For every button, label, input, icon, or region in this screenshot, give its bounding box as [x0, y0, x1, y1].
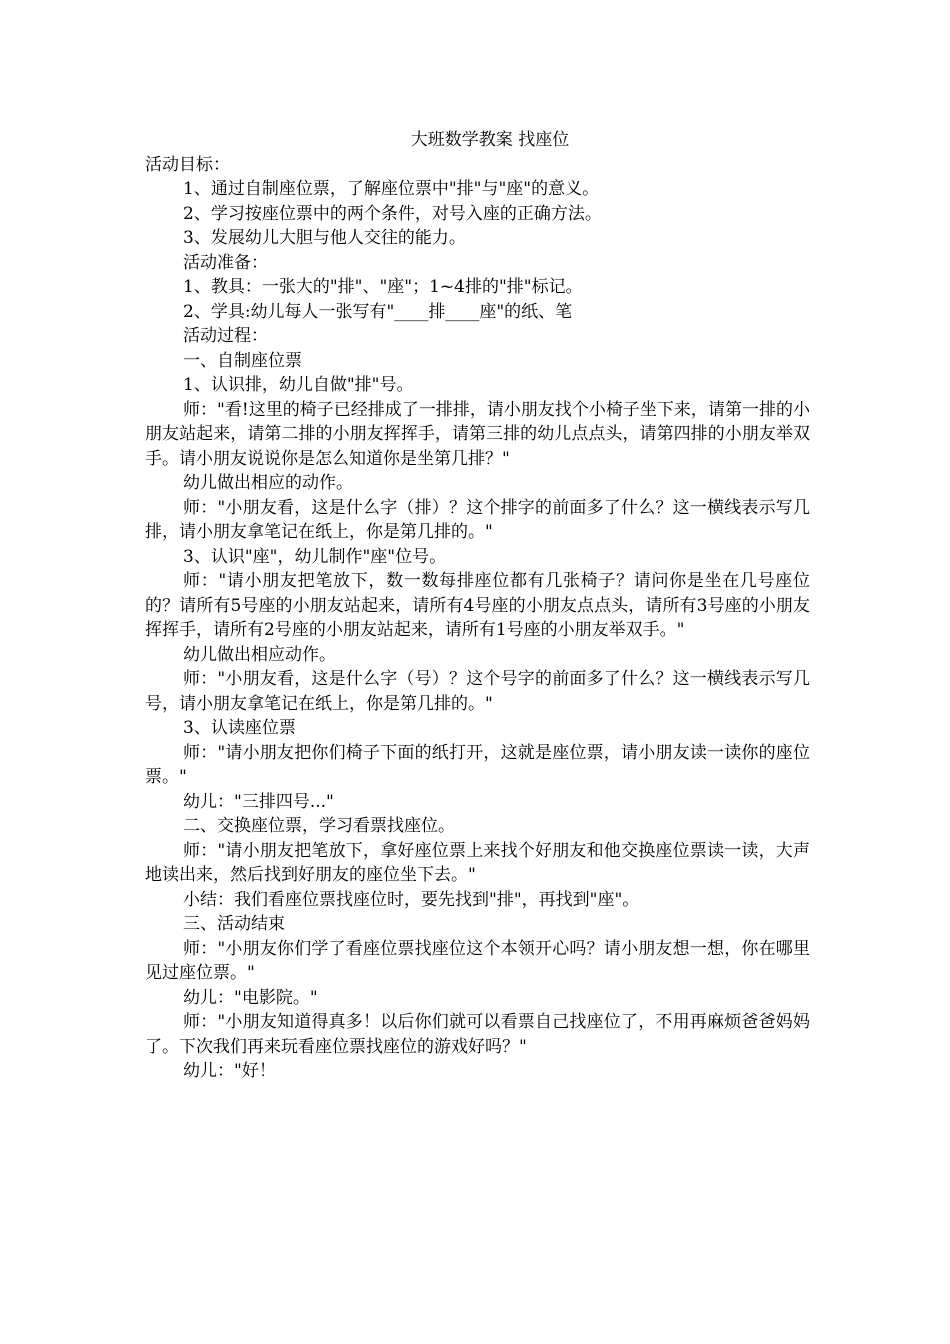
paragraph: 1、通过自制座位票，了解座位票中"排"与"座"的意义。: [183, 179, 600, 199]
paragraph: 小结：我们看座位票找座位时，要先找到"排"，再找到"座"。: [183, 889, 640, 910]
paragraph: 幼儿："三排四号...": [183, 791, 334, 812]
paragraph: 幼儿："好！: [183, 1061, 276, 1081]
paragraph: 1、教具：一张大的"排"、"座"；1~4排的"排"标记。: [183, 277, 583, 297]
paragraph: 师："请小朋友把笔放下，数一数每排座位都有几张椅子？请问你是坐在几号座位的？请所有5号座的小朋友站起来，请所有4号座的小朋友点点头，请所有3号座的小朋友挥挥手，请所有2号座的小朋友站起来，请所有1号座的小朋友举双手。": [145, 571, 810, 640]
paragraph: 师："小朋友知道得真多！以后你们就可以看票自己找座位了，不用再麻烦爸爸妈妈了。下次我们再来玩看座位票找座位的游戏好吗？": [145, 1012, 810, 1057]
paragraph: 师："请小朋友把你们椅子下面的纸打开，这就是座位票，请小朋友读一读你的座位票。": [145, 742, 810, 787]
paragraph: 活动目标：: [145, 154, 230, 175]
paragraph: 师："请小朋友把笔放下，拿好座位票上来找个好朋友和他交换座位票读一读，大声地读出来，然后找到好朋友的座位坐下去。": [145, 840, 810, 885]
paragraph-list: [145, 153, 810, 1084]
paragraph: 1、认识排，幼儿自做"排"号。: [183, 375, 414, 395]
paragraph: 二、交换座位票，学习看票找座位。: [183, 816, 455, 836]
paragraph: 三、活动结束: [183, 914, 285, 934]
paragraph: 活动过程：: [183, 326, 268, 346]
document-title: 大班数学教案 找座位: [410, 130, 570, 150]
paragraph: 活动准备：: [183, 252, 268, 273]
paragraph: 师："小朋友看，这是什么字（号）？这个号字的前面多了什么？这一横线表示写几号，请小朋友拿笔记在纸上，你是第几排的。": [145, 669, 810, 714]
document-body: [145, 128, 810, 1084]
paragraph: 师："小朋友你们学了看座位票找座位这个本领开心吗？请小朋友想一想，你在哪里见过座位票。": [145, 938, 810, 983]
paragraph: 3、认识"座"，幼儿制作"座"位号。: [183, 546, 447, 567]
paragraph: 一、自制座位票: [183, 350, 302, 371]
paragraph: 师："看!这里的椅子已经排成了一排排，请小朋友找个小椅子坐下来，请第一排的小朋友站起来，请第二排的小朋友挥挥手，请第三排的幼儿点点头，请第四排的小朋友举双手。请小朋友说说你是怎么知道你是坐第几排？": [145, 399, 810, 469]
paragraph: 3、发展幼儿大胆与他人交往的能力。: [183, 228, 466, 248]
paragraph: 2、学习按座位票中的两个条件，对号入座的正确方法。: [183, 203, 602, 224]
paragraph: 师："小朋友看，这是什么字（排）？这个排字的前面多了什么？这一横线表示写几排，请小朋友拿笔记在纸上，你是第几排的。": [145, 497, 810, 542]
paragraph: 幼儿做出相应的动作。: [183, 473, 353, 493]
paragraph: 2、学具:幼儿每人一张写有"____排____座"的纸、笔: [183, 301, 573, 322]
paragraph: 幼儿做出相应动作。: [183, 644, 336, 665]
paragraph: 3、认读座位票: [183, 718, 296, 738]
paragraph: 幼儿："电影院。": [183, 987, 318, 1008]
